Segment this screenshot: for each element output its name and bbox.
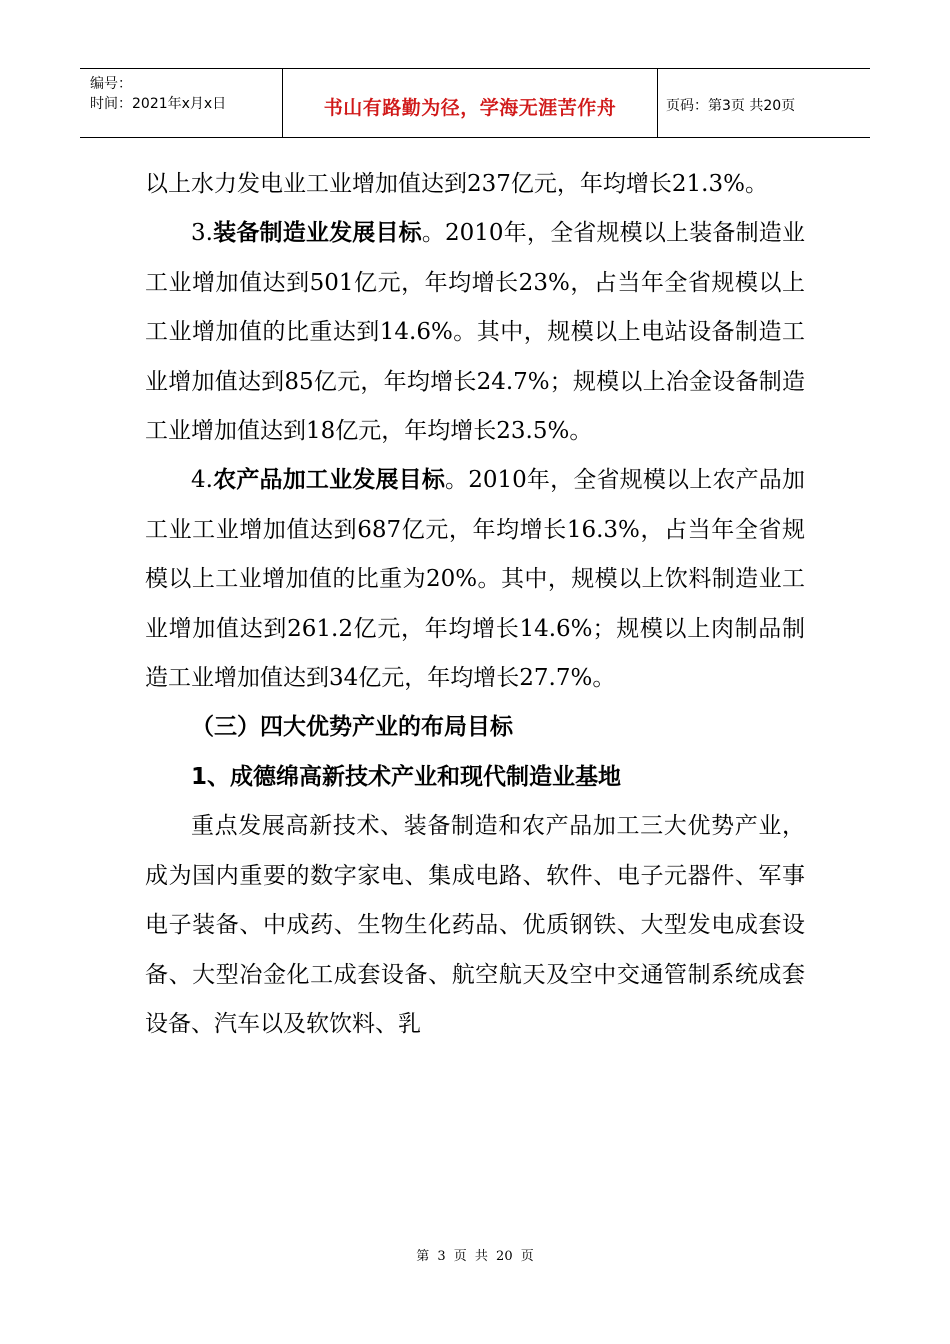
paragraph-key-development: 重点发展高新技术、装备制造和农产品加工三大优势产业，成为国内重要的数字家电、集成电路、软件、电子元器件、军事电子装备、中成药、生物生化药品、优质钢铁、大型发电成套设备、大型冶金化工成套设备、航空航天及空中交通管制系统成套设备、汽车以及软饮料、乳 xyxy=(145,813,805,1037)
document-body xyxy=(145,160,805,1049)
paragraph-equipment-manufacturing xyxy=(145,209,805,456)
header-motto: 书山有路勤为径，学海无涯苦作舟 xyxy=(323,97,617,119)
item-title: 装备制造业发展目标 xyxy=(212,220,422,247)
subsection-heading-chengdemian: 1、成德绵高新技术产业和现代制造业基地 xyxy=(191,763,622,790)
item-text: 。2010年，全省规模以上装备制造业工业增加值达到501亿元，年均增长23%，占当年全省规模以上工业增加值的比重达到14.6%。其中，规模以上电站设备制造工业增加值达到85亿元，年均增长24.7%；规模以上冶金设备制造工业增加值达到18亿元，年均增长23.5%。 xyxy=(145,220,805,445)
document-number-label: 编号： xyxy=(90,76,132,92)
header-motto-cell xyxy=(283,69,658,137)
page-footer: 第 3 页 共 20 页 xyxy=(416,1249,534,1264)
header-meta-cell xyxy=(80,69,283,137)
item-number: 4. xyxy=(191,467,213,494)
header-page-cell xyxy=(658,69,870,137)
section-heading-layout-goals: （三）四大优势产业的布局目标 xyxy=(191,714,513,741)
item-text: 。2010年，全省规模以上农产品加工业工业增加值达到687亿元，年均增长16.3%，占当年全省规模以上工业增加值的比重为20%。其中，规模以上饮料制造业工业增加值达到261.2亿元，年均增长14.6%；规模以上肉制品制造工业增加值达到34亿元，年均增长27.7%。 xyxy=(145,467,805,692)
item-number: 3. xyxy=(191,220,213,247)
header-page-info: 页码：第3页 共20页 xyxy=(666,98,796,114)
page-header xyxy=(80,68,870,138)
item-title: 农产品加工业发展目标 xyxy=(212,467,446,494)
document-date-label: 时间：2021年x月x日 xyxy=(90,96,227,112)
paragraph-agri-processing xyxy=(145,456,805,703)
paragraph-hydropower: 以上水力发电业工业增加值达到237亿元，年均增长21.3%。 xyxy=(145,171,768,197)
